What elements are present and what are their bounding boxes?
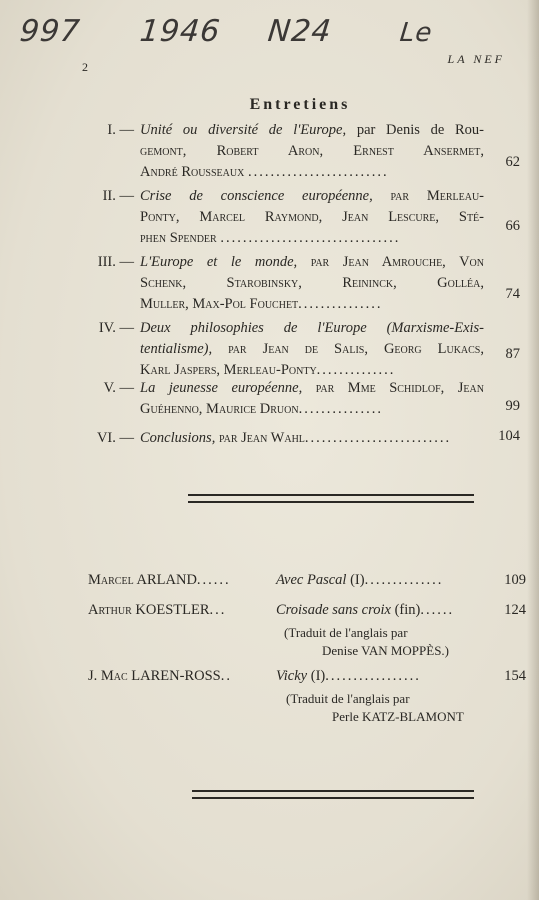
page-reference: 154 [504, 668, 526, 684]
page-reference: 104 [498, 428, 520, 444]
translator-note: Perle KATZ-BLAMONT [332, 709, 464, 724]
page-number: 2 [82, 60, 88, 74]
entry-number: I. — [107, 122, 134, 138]
translator-note: (Traduit de l'anglais par [286, 691, 410, 706]
entry-number: VI. — [96, 430, 134, 446]
double-rule-divider [192, 790, 474, 799]
entry-number: V. — [103, 380, 134, 396]
book-page: 997 1946 N24 Le 2 LA NEF Entretiens I. — Unité ou diversité de l'Europe, par Denis de Rou- gemont, Robert Aron, Ernest Ansermet, André Rousseaux ......................... 62 II. — Crise de conscience européenne, par Merleau- Ponty, Marcel Raymond, Jean Lescure, Sté- phen Spender ................................ 66 III. — L'Europe et le monde, par Jean Amrouche, Von Schenk, Starobinsky, Reininck, Golléa, Muller, Max-Pol Fouchet............... 74 IV. — Deux philosophies de l'Europe (Marxisme-Exis- tentialisme), par Jean de Salis, Georg Lukacs, Karl Jaspers, Merleau-Ponty.............. 87 V. — La jeunesse européenne, par Mme Schidlof, Jean Guéhenno, Maurice Druon............... 99 VI. — Conclusions, par Jean Wahl.......................... 104 Marcel ARLAND...... Avec Pascal (I).............. 109 Arthur KOESTLER... Croisade sans croix (fin)...... 124 (Traduit de l'anglais par Denise VAN MOPPÈS.) J. Mac LAREN-ROSS.. Vicky (I)................. 154 (Traduit de l'anglais par Perle KATZ-BLAMONT [0, 0, 539, 900]
page-reference: 99 [505, 398, 520, 414]
running-head: LA NEF [447, 52, 505, 66]
entry-number: III. — [97, 254, 134, 270]
author-name: Arthur KOESTLER... [88, 602, 227, 618]
handwritten-note: Le [398, 18, 435, 48]
entry-title: L'Europe et le monde, [140, 254, 298, 270]
author-name: Marcel ARLAND...... [88, 572, 231, 588]
handwritten-note: 997 [18, 14, 83, 49]
entry-number: IV. — [98, 320, 134, 336]
page-reference: 66 [505, 218, 520, 234]
entry-title: Deux philosophies de l'Europe [140, 320, 367, 336]
section-title: Entretiens [249, 96, 351, 113]
page-reference: 62 [505, 154, 520, 170]
page-reference: 109 [504, 572, 526, 588]
page-edge-shadow [527, 0, 539, 900]
work-title: Vicky (I)................. [276, 668, 421, 684]
page-reference: 74 [505, 286, 520, 302]
author-name: J. Mac LAREN-ROSS.. [88, 668, 232, 684]
handwritten-note: 1946 [138, 14, 223, 49]
entry-title: La jeunesse européenne, [140, 380, 303, 396]
work-title: Croisade sans croix (fin)...... [276, 602, 455, 618]
page-reference: 87 [505, 346, 520, 362]
entry-title: Crise de conscience européenne, [140, 188, 373, 204]
translator-note: (Traduit de l'anglais par [284, 625, 408, 640]
translator-note: Denise VAN MOPPÈS.) [322, 643, 450, 658]
double-rule-divider [188, 494, 474, 503]
entry-title: Conclusions, [140, 430, 216, 446]
handwritten-note: N24 [266, 14, 334, 49]
work-title: Avec Pascal (I).............. [276, 572, 444, 588]
page-reference: 124 [504, 602, 526, 618]
entry-title: Unité ou diversité de l'Europe, [140, 122, 347, 138]
entry-number: II. — [102, 188, 134, 204]
